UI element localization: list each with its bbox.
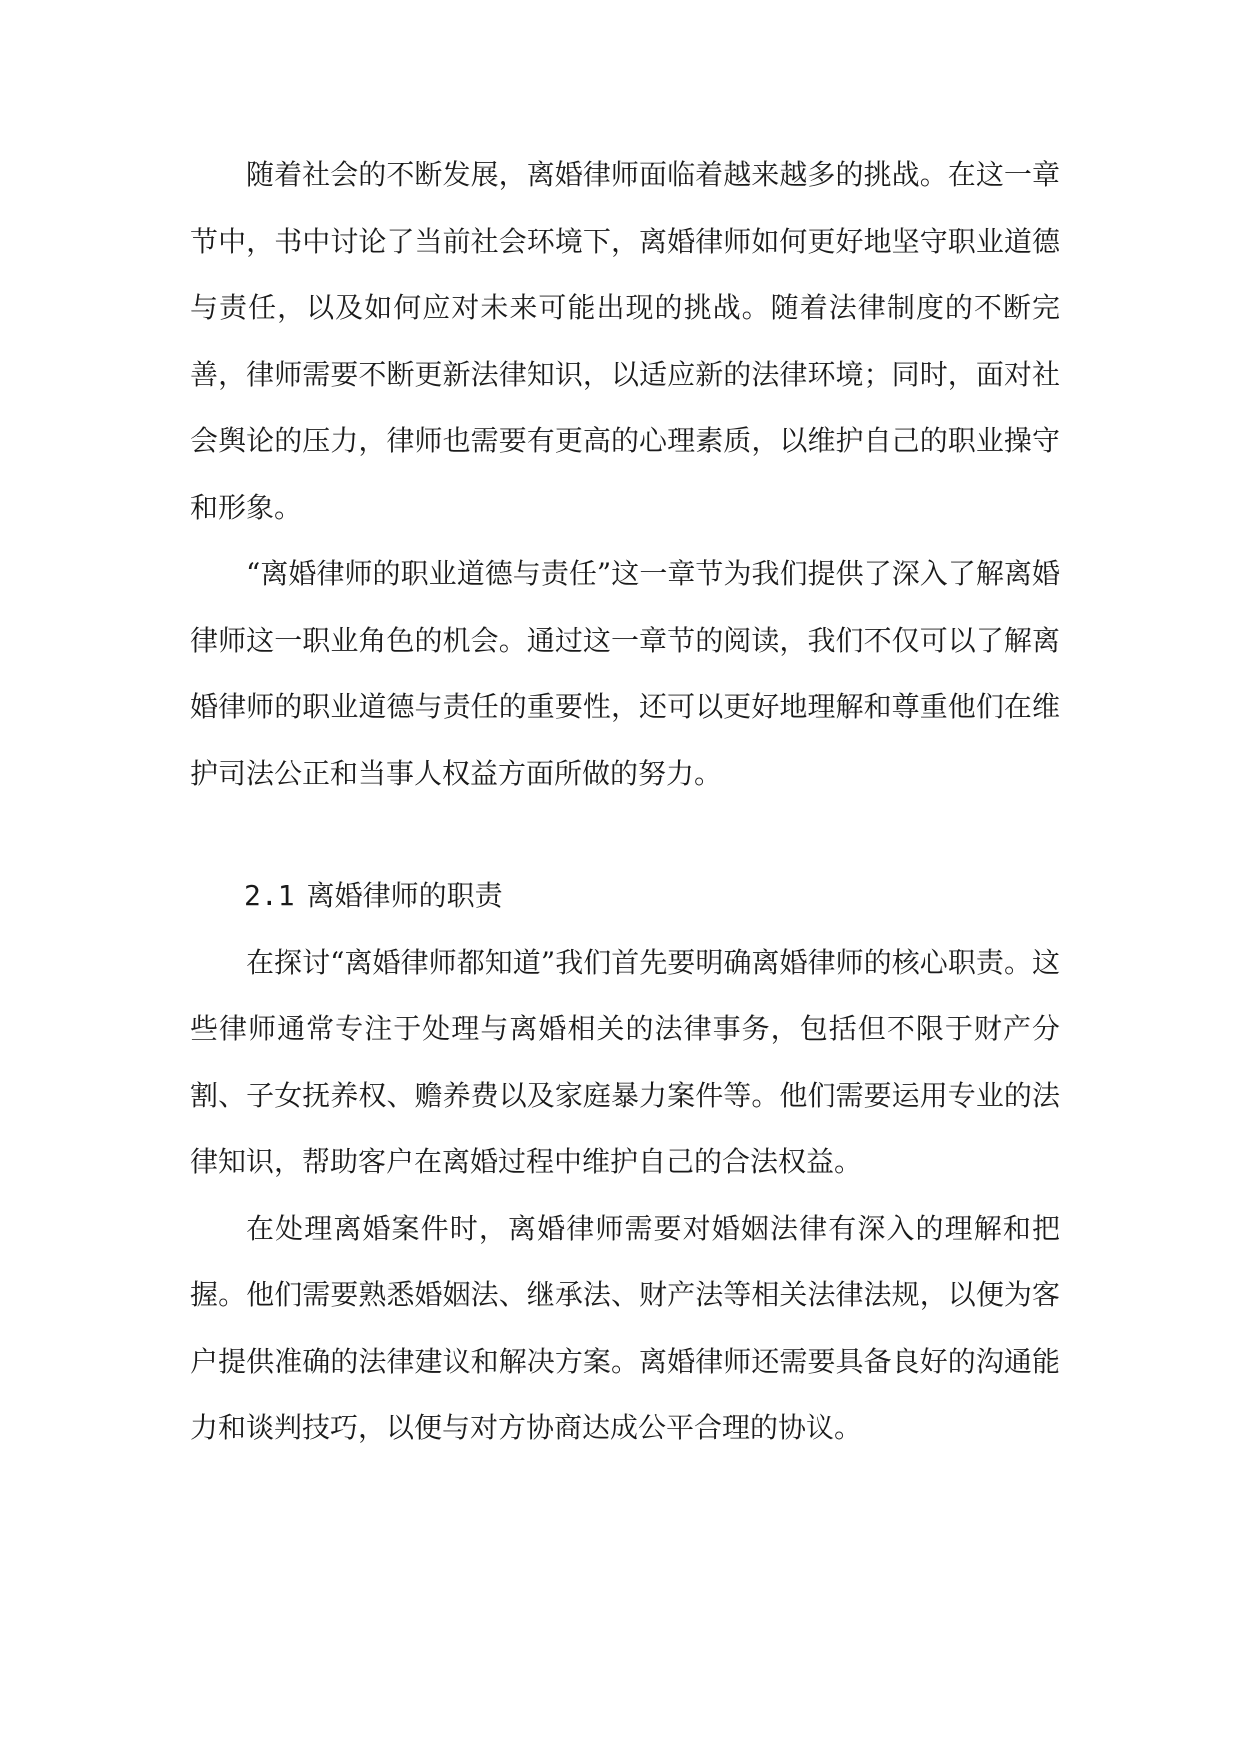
paragraph-core-duties: 在探讨“离婚律师都知道”我们首先要明确离婚律师的核心职责。这些律师通常专注于处理与离婚相关的法律事务，包括但不限于财产分割、子女抚养权、赡养费以及家庭暴力案件等。他们需要运用专业的法律知识，帮助客户在离婚过程中维护自己的合法权益。 — [190, 945, 1060, 1178]
section-heading — [190, 863, 1060, 930]
section-number: 2.1 — [244, 879, 295, 912]
paragraph-chapter-summary: “离婚律师的职业道德与责任”这一章节为我们提供了深入了解离婚律师这一职业角色的机会。通过这一章节的阅读，我们不仅可以了解离婚律师的职业道德与责任的重要性，还可以更好地理解和尊重他们在维护司法公正和当事人权益方面所做的努力。 — [190, 557, 1060, 790]
section-title: 离婚律师的职责 — [306, 879, 503, 912]
paragraph-legal-knowledge: 在处理离婚案件时，离婚律师需要对婚姻法律有深入的理解和把握。他们需要熟悉婚姻法、继承法、财产法等相关法律法规，以便为客户提供准确的法律建议和解决方案。离婚律师还需要具备良好的沟通能力和谈判技巧，以便与对方协商达成公平合理的协议。 — [190, 1211, 1060, 1444]
document-body — [190, 142, 1060, 1462]
paragraph-social-challenges: 随着社会的不断发展，离婚律师面临着越来越多的挑战。在这一章节中，书中讨论了当前社会环境下，离婚律师如何更好地坚守职业道德与责任，以及如何应对未来可能出现的挑战。随着法律制度的不断完善，律师需要不断更新法律知识，以适应新的法律环境；同时，面对社会舆论的压力，律师也需要有更高的心理素质，以维护自己的职业操守和形象。 — [190, 158, 1060, 524]
